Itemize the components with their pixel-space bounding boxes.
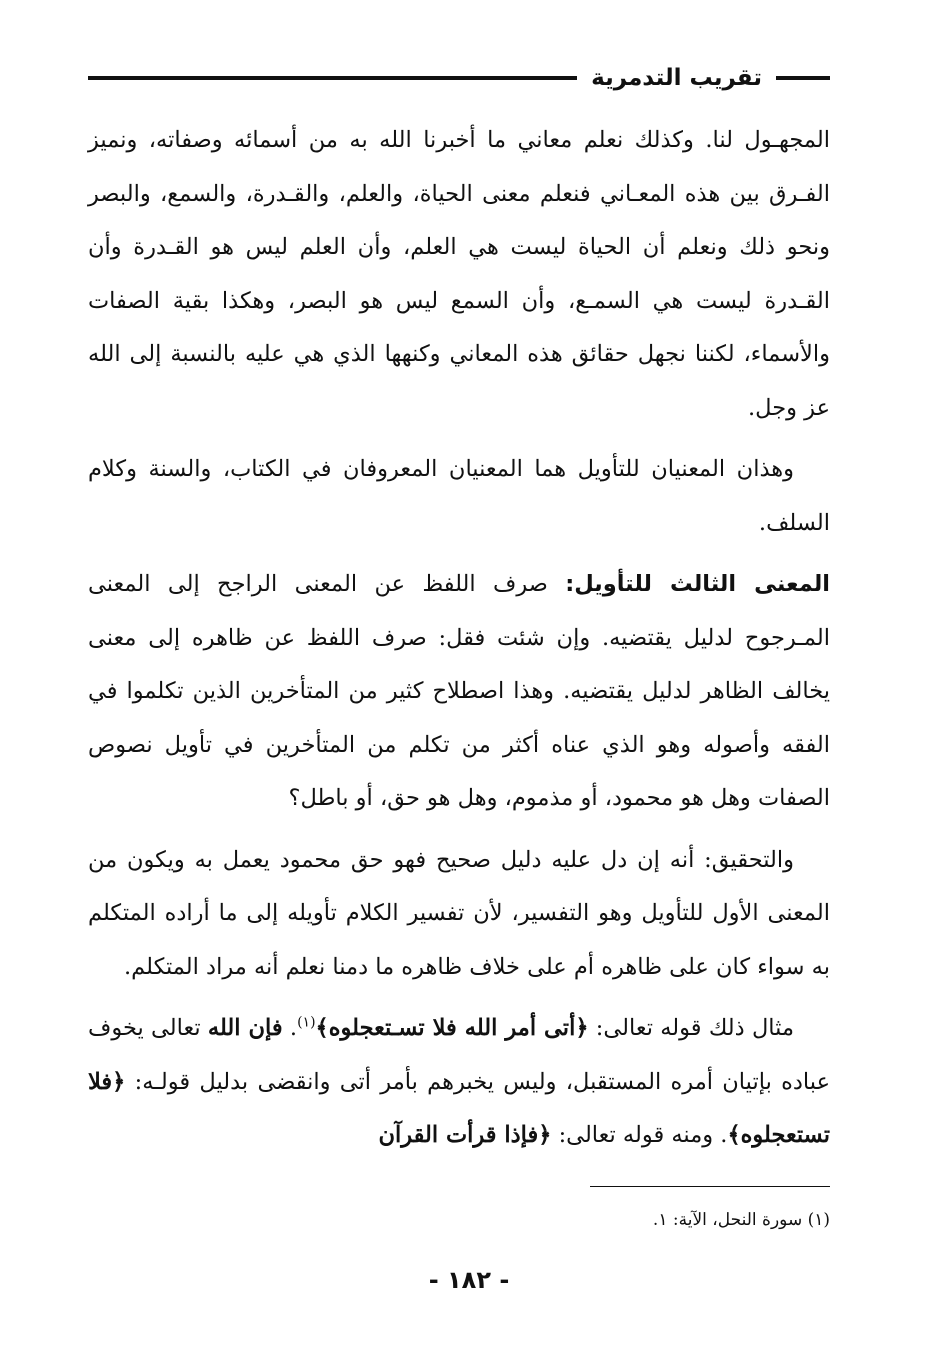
third-meaning-text: صرف اللفظ عن المعنى الراجح إلى المعنى المـرجوح لدليل يقتضيه. وإن شئت فقل: صرف اللفظ عن ظاهره إلى معنى يخالف الظاهر لدليل يقتضيه. وهذا اصطلاح كثير من المتأخرين الذين تكلموا في الفقه وأصوله وهو الذي عناه أكثر من تكلم من المتأخرين في تأويل نصوص الصفات وهل هو محمود، أو مذموم، وهل هو حق، أو باطل؟ [88,571,830,811]
running-header [88,58,830,98]
body-text [88,114,830,1171]
paragraph-attributes: المجهـول لنا. وكذلك نعلم معاني ما أخبرنا الله به من أسمائه وصفاته، ونميز الفـرق بين هذه المعـاني فنعلم معنى الحياة، والعلم، والقـدرة، والسمع، والبصر ونحو ذلك ونعلم أن الحياة ليست هي العلم، وأن العلم ليس هو القـدرة وأن القـدرة ليست هي السمـع، وأن السمع ليس هو البصر، وهكذا بقية الصفات والأسماء، لكننا نجهل حقائق هذه المعاني وكنهها الذي هي عليه بالنسبة إلى الله عز وجل. [88,127,831,421]
paragraph-two-meanings: وهذان المعنيان للتأويل هما المعنيان المعروفان في الكتاب، والسنة وكلام السلف. [88,456,830,536]
example-mid-1: . [282,1015,298,1041]
verse-quote-3: ﴿فإذا قرأت القرآن [378,1122,552,1148]
header-rule-right [776,76,830,80]
footnote: (١) سورة النحل، الآية: ١. [652,1210,830,1230]
example-mid-2: تعالى يخوف عباده بإتيان أمره المستقبل، وليس يخبرهم بأمر أتى وانقضى بدليل قولـه: [88,1015,830,1095]
verse-quote-1: ﴿أتى أمر الله فلا تسـتعجلوه﴾ [315,1015,589,1041]
footnote-separator [590,1186,830,1187]
paragraph-example [88,1002,830,1163]
header-title: تقريب التدمرية [591,65,762,91]
header-rule-left [88,76,577,80]
example-bold-phrase: فإن الله [207,1015,283,1041]
footnote-reference: (١) [297,1014,316,1031]
example-intro: مثال ذلك قوله تعالى: [588,1015,794,1041]
verse-quote-2: ﴿فلا تستعجلوه﴾ [88,1068,830,1148]
paragraph-third-meaning [88,558,830,826]
example-mid-3: . ومنه قوله تعالى: [551,1122,728,1148]
page-number: - ١٨٢ - [428,1266,510,1294]
third-meaning-term: المعنى الثالث للتأويل: [565,571,830,597]
paragraph-verification: والتحقيق: أنه إن دل عليه دليل صحيح فهو حق محمود يعمل به ويكون من المعنى الأول للتأويل وهو التفسير، لأن تفسير الكلام تأويله إلى ما أراده المتكلم به سواء كان على ظاهره أم على خلاف ظاهره ما دمنا نعلم أنه مراد المتكلم. [88,846,830,980]
